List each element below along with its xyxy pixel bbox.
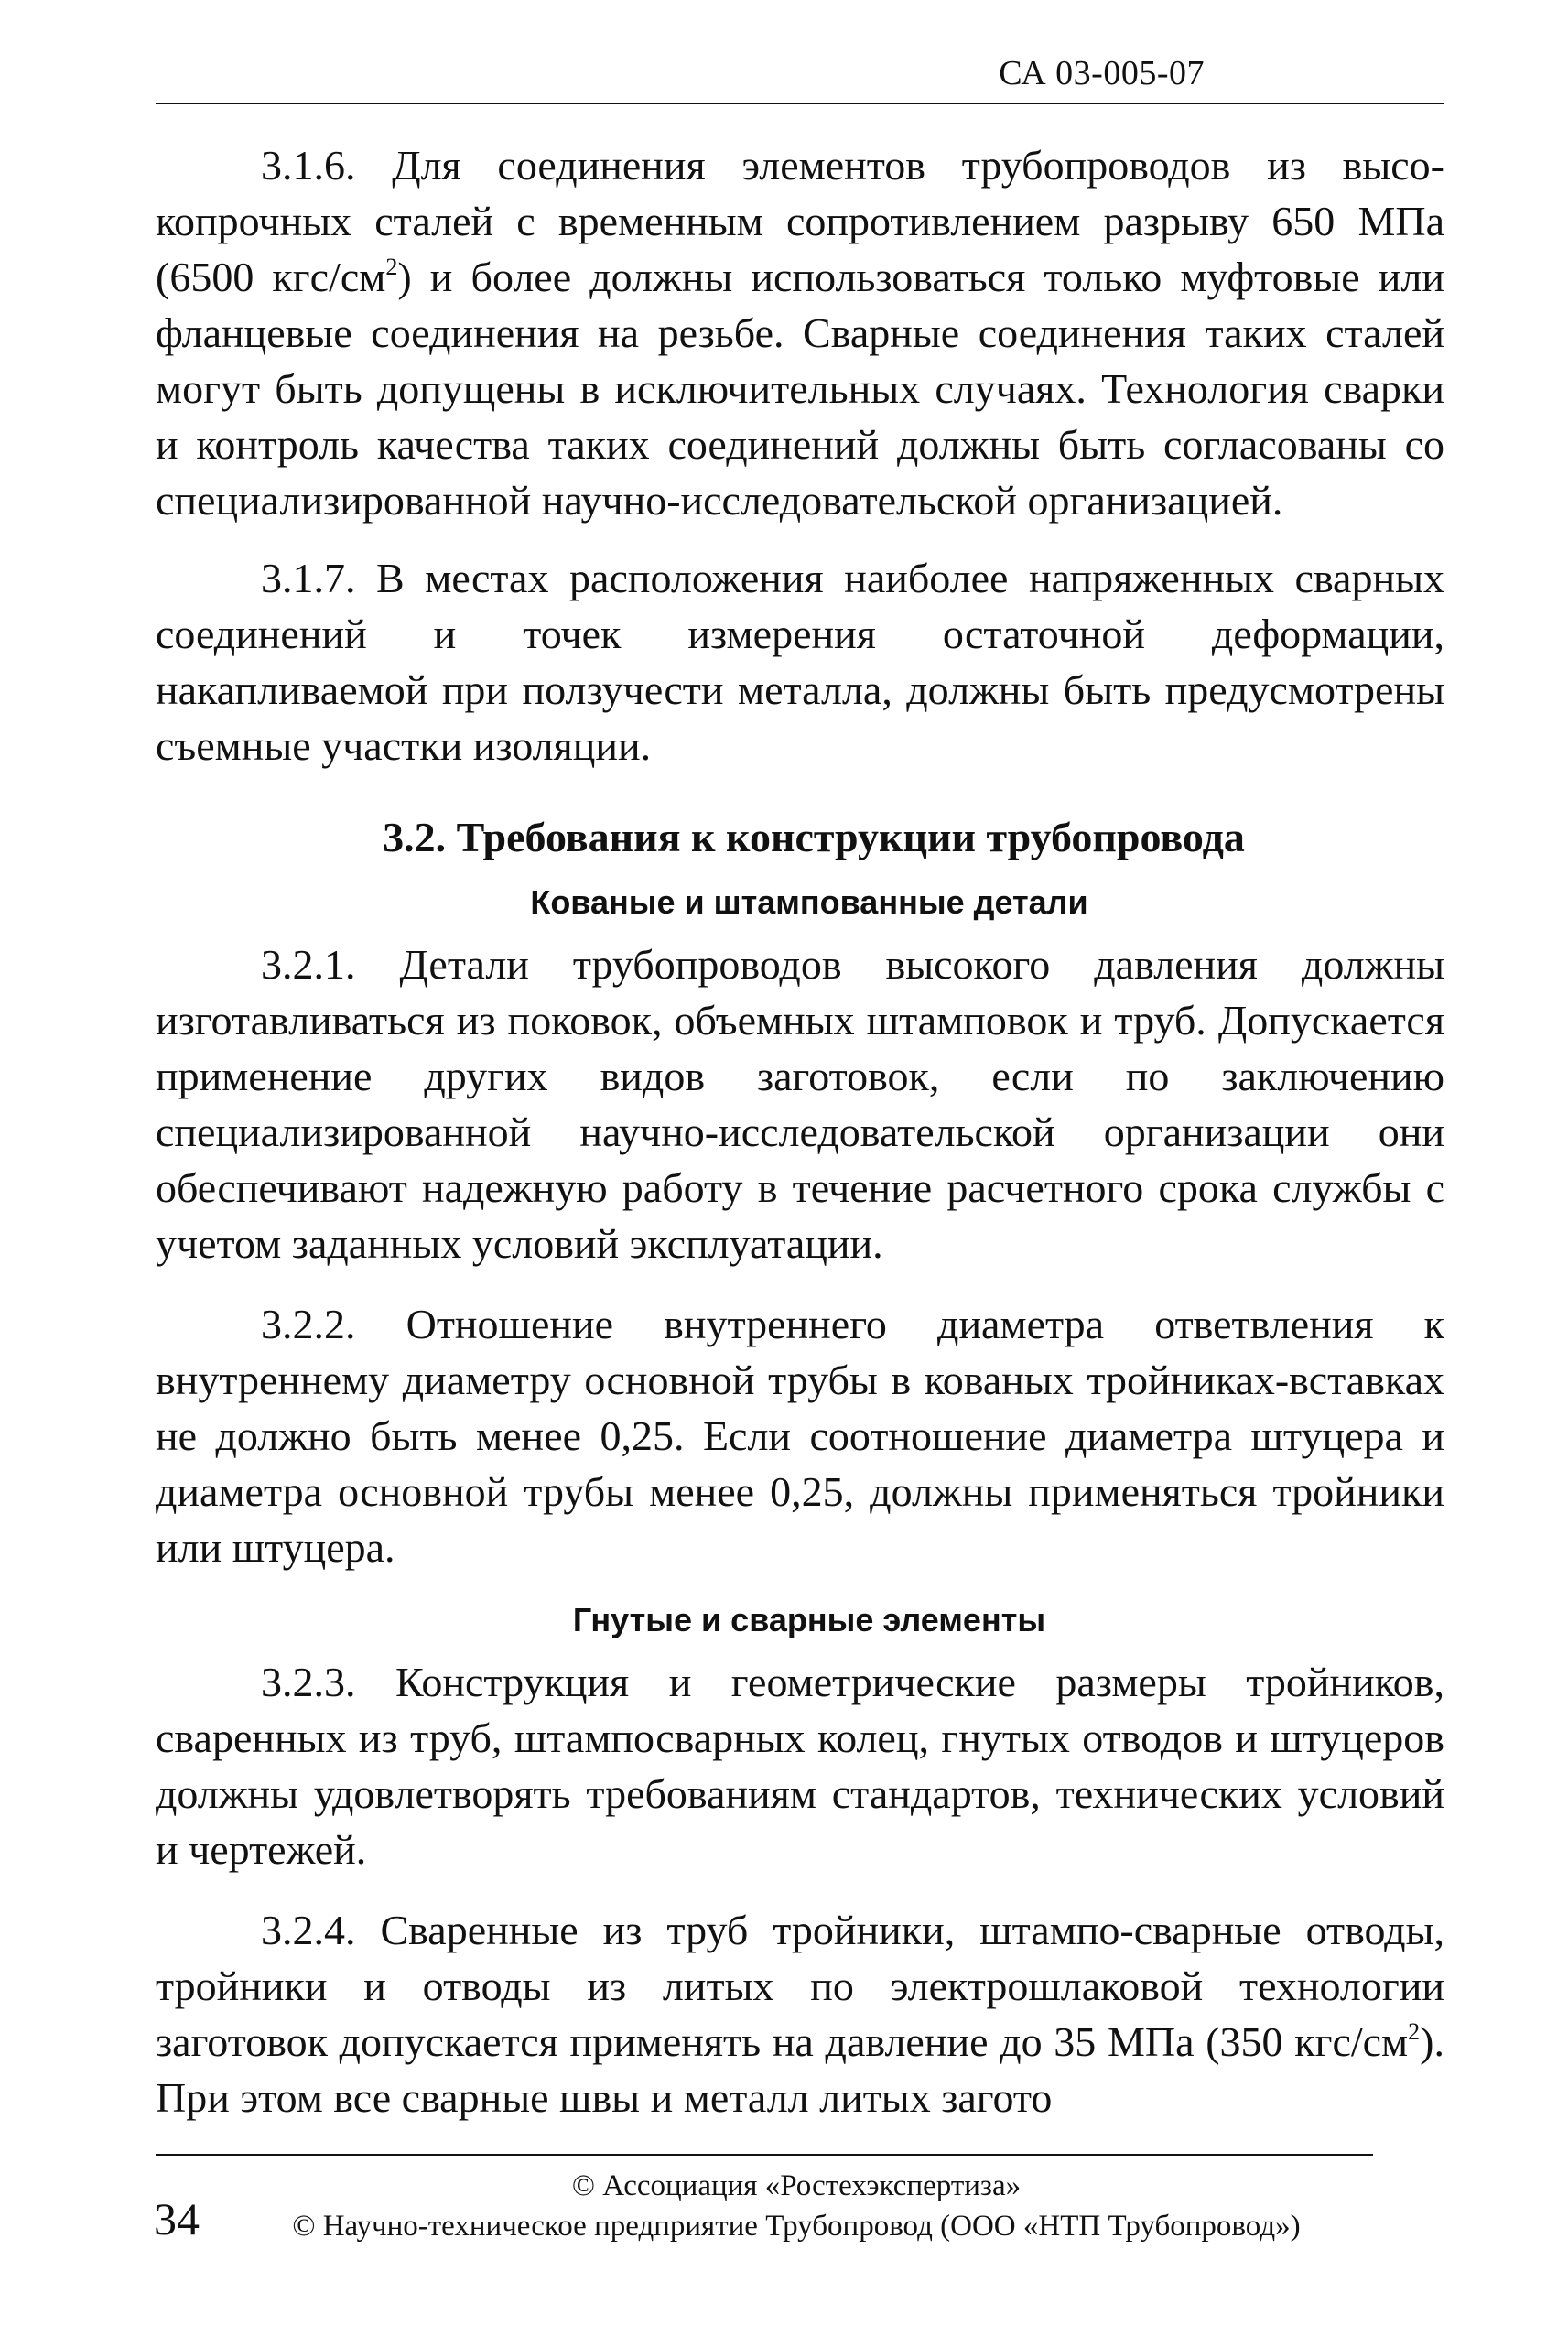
section-heading-3-2: 3.2. Требования к конструкции трубопровода xyxy=(383,814,1245,860)
paragraph-3-1-6-text-b: ) и более должны использоваться только муфтовые или фланцевые соединения на резьбе. Сварные соединения таких сталей могут быть допущены в исключительных случаях. Технология сварки и контроль качества таких соединений должны быть согласованы со специализированной научно-исследовательской организацией. xyxy=(156,254,1444,524)
paragraph-3-2-3: 3.2.3. Конструкция и геометрические размеры тройников, сваренных из труб, штампосварных колец, гнутых отводов и штуцеров должны удовлетворять требованиям стандартов, технических условий и чертежей. xyxy=(156,1659,1444,1873)
paragraph-3-2-4-text-a: 3.2.4. Сваренные из труб тройники, штампо-сварные отводы, тройники и отводы из литых по электрошлаковой технологии заготовок допускается применять на давление до 35 МПа (350 кгс/см xyxy=(156,1907,1444,2065)
superscript-2: 2 xyxy=(1408,2018,1421,2045)
document-code: СА 03-005-07 xyxy=(999,54,1205,92)
page-header xyxy=(156,48,1444,104)
footer-copyright-association: © Ассоциация «Ростехэкспертиза» xyxy=(571,2169,1022,2202)
superscript-2: 2 xyxy=(385,254,398,280)
subsection-heading-forged-parts: Кованые и штампованные детали xyxy=(530,883,1088,921)
paragraph-3-2-2: 3.2.2. Отношение внутреннего диаметра ответвления к внутреннему диаметру основной трубы в кованых тройниках-вставках не должно быть менее 0,25. Если соотношение диаметра штуцера и диаметра основной трубы менее 0,25, должны применяться тройники или штуцера. xyxy=(156,1301,1444,1571)
paragraph-3-2-4 xyxy=(156,1902,1444,2125)
footer-copyright-enterprise: © Научно-техническое предприятие Трубопровод (ООО «НТП Трубопровод») xyxy=(292,2210,1301,2243)
paragraph-3-1-7: 3.1.7. В местах расположения наиболее напряженных сварных соединений и точек измерения остаточной деформации, накапливаемой при ползучести металла, должны быть предусмотрены съемные участки изоляции. xyxy=(156,555,1444,769)
page-body xyxy=(156,137,1444,2125)
paragraph-3-1-6 xyxy=(156,137,1444,528)
footer-divider xyxy=(156,2154,1373,2156)
paragraph-3-1-6-text-a: 3.1.6. Для соединения элементов трубопроводов из высокопрочных сталей с временным сопротивлением разрыву 650 МПа (6500 кгс/см xyxy=(156,142,1444,300)
page-number: 34 xyxy=(154,2193,200,2244)
subsection-heading-bent-welded: Гнутые и сварные элементы xyxy=(572,1601,1046,1638)
paragraph-3-2-1: 3.2.1. Детали трубопроводов высокого давления должны изготавливаться из поковок, объемных штамповок и труб. Допускается применение других видов заготовок, если по заключению специализированной научно-исследовательской организации они обеспечивают надежную работу в течение расчетного срока службы с учетом заданных условий эксплуатации. xyxy=(156,941,1444,1267)
paragraph-3-2-4-text-b: ). При этом все сварные швы и металл литых загото xyxy=(156,2018,1444,2121)
